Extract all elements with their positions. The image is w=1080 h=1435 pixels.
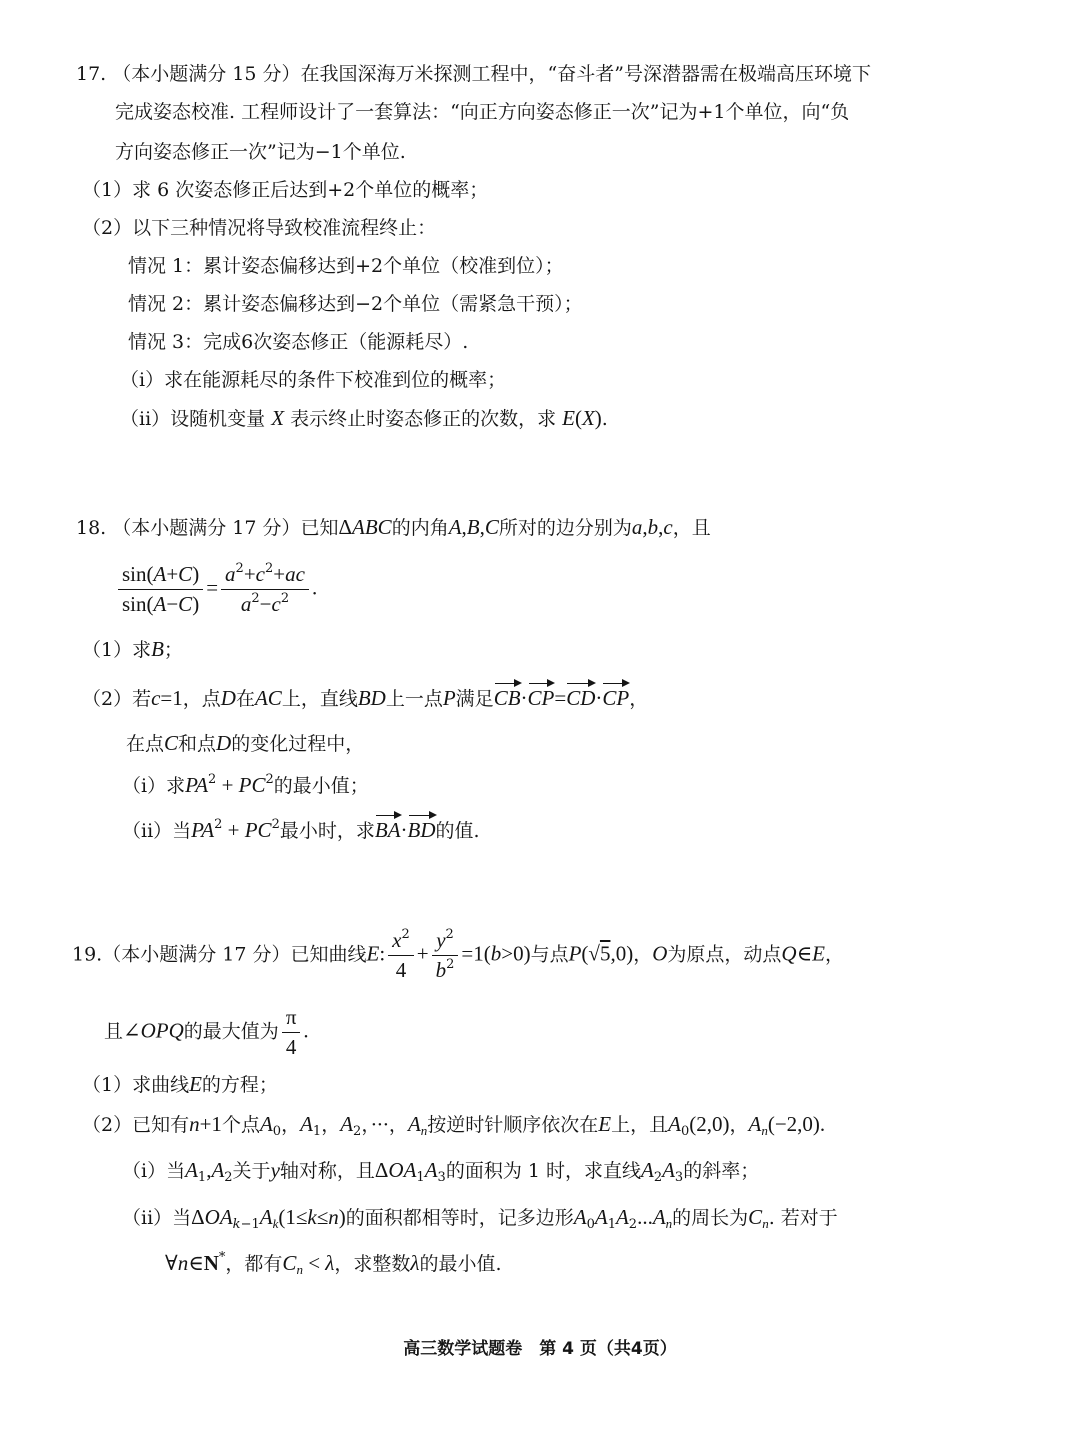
q19-sub-ii-line2: ∀n∈N*，都有$C_n < \lambda$，求整数λ的最小值. bbox=[165, 1250, 502, 1277]
q17-sub-i: （i）求在能源耗尽的条件下校准到位的概率； bbox=[120, 369, 507, 391]
q18-sub-i: （i）求$PA^2 + PC^2$的最小值； bbox=[122, 772, 369, 797]
q18-intro: 18. （本小题满分 17 分）已知ΔABC的内角A,B,C所对的边分别为a,b,c，且 bbox=[76, 515, 711, 539]
q18-part2-line2: 在点C和点D的变化过程中， bbox=[126, 731, 365, 755]
q19-sub-ii: （ii）当$\Delta OA_{k-1}A_k(1\le k\le n)$的面积都相等时，记多边形$A_0A_1A_2...A_n$的周长为$C_n$. 若对于 bbox=[122, 1205, 838, 1232]
q18-part2: （2）若c=1，点D在AC上，直线BD上一点P满足CB·CP=CD·CP， bbox=[82, 686, 649, 710]
q18-sub-ii: （ii）当$PA^2 + PC^2$最小时，求BA·BD的值. bbox=[122, 817, 480, 842]
q17-intro-line3: 方向姿态修正一次”记为−1个单位. bbox=[115, 141, 406, 163]
q17-intro-line1: 17. （本小题满分 15 分）在我国深海万米探测工程中，“奋斗者”号深潜器需在极端高压环境下 bbox=[76, 63, 871, 85]
q17-part2: （2）以下三种情况将导致校准流程终止： bbox=[82, 217, 437, 239]
q18-given-equation: $\frac{\sin(A+C)}{\sin(A-C)}$ = $\frac{a^2+c^2+ac}{a^2-c^2}$ . bbox=[115, 562, 317, 617]
page-footer: 高三数学试题卷 第 4 页（共4页） bbox=[403, 1339, 677, 1359]
q19-sub-i: （i）当$A_1,A_2$关于y轴对称，且$\Delta OA_1A_3$的面积为 1 时，求直线$A_2A_3$的斜率； bbox=[122, 1158, 760, 1185]
q17-case2: 情况 2：累计姿态偏移达到−2个单位（需紧急干预）； bbox=[128, 293, 583, 315]
q17-intro-line2: 完成姿态校准. 工程师设计了一套算法：“向正方向姿态修正一次”记为+1个单位，向“负 bbox=[115, 101, 850, 123]
q17-sub-ii: （ii）设随机变量 X 表示终止时姿态修正的次数，求 E(X). bbox=[120, 406, 608, 430]
q17-case3: 情况 3：完成6次姿态修正（能源耗尽）. bbox=[128, 331, 469, 353]
q19-part1: （1）求曲线E的方程； bbox=[82, 1072, 278, 1096]
q17-case1: 情况 1：累计姿态偏移达到+2个单位（校准到位）； bbox=[128, 255, 564, 277]
q19-part2: （2）已知有n+1个点$A_0$，$A_1$，$A_2$，···，$A_n$按逆时针顺序依次在E上，且$A_0(2,0)$，$A_n(-2,0)$. bbox=[82, 1112, 826, 1139]
q17-part1: （1）求 6 次姿态修正后达到+2个单位的概率； bbox=[82, 179, 489, 201]
q18-part1: （1）求B； bbox=[82, 637, 183, 661]
q19-intro-line2: 且∠OPQ的最大值为 $\frac{\pi}{4}$ . bbox=[104, 1005, 309, 1059]
q19-intro: 19.（本小题满分 17 分）已知曲线E: $\frac{x^2}{4}$ + $\frac{y^2}{b^2}$ =1(b>0)与点P(√5,0)，O为原点，动点Q∈E， bbox=[72, 927, 844, 982]
